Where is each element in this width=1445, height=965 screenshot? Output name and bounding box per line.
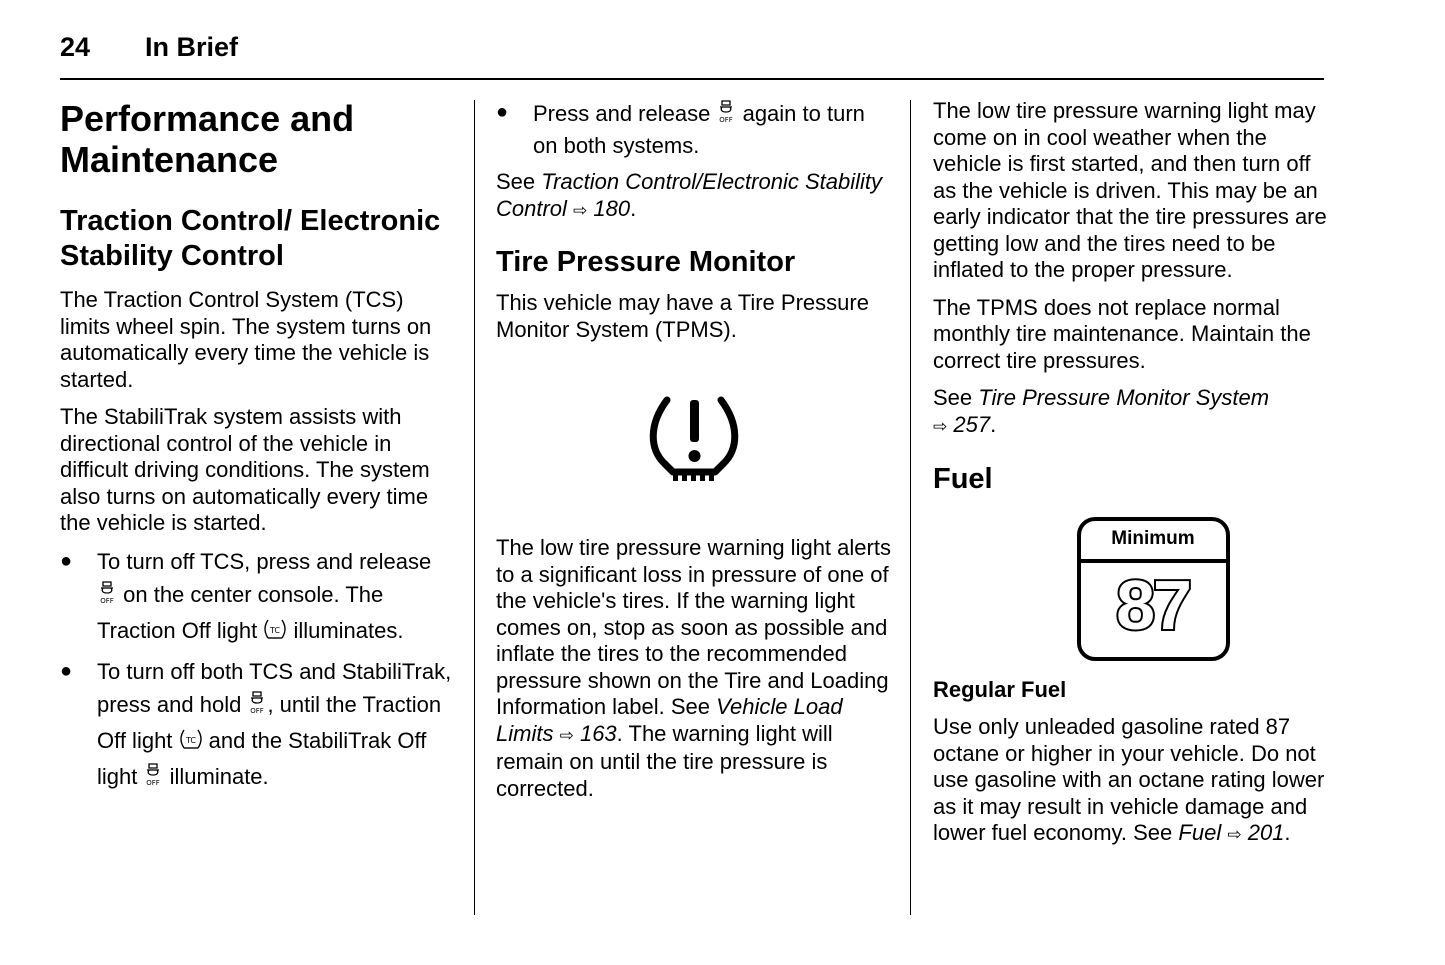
traction-off-icon (179, 727, 203, 760)
page-header (60, 32, 1324, 80)
heading-traction-control: Traction Control/ Electronic Stability Control (60, 205, 441, 272)
column-2 (496, 98, 891, 802)
bullet-text: and the StabiliTrak Off light (97, 727, 427, 789)
heading-fuel: Fuel (933, 463, 993, 495)
svg-text:OFF: OFF (250, 706, 265, 715)
bullet: ● (496, 101, 509, 123)
column-1 (60, 98, 455, 796)
bullet: ● (60, 549, 73, 572)
reference-page[interactable]: 180 (593, 195, 631, 221)
cool-weather-paragraph: The low tire pressure warning light may come on in cool weather when the vehicle is first started, and then turn off as the vehicle is driven. This may be an early indicator that the tire pressures are getting low and the tires need to be inflated to the proper pressure. (933, 98, 1327, 282)
fuel-paragraph: Use only unleaded gasoline rated 87 octane or higher in your vehicle. Do not use gasoline with an octane rating lower as it may result in vehicle damage and lower fuel economy. See Fuel ⇨ 201. (933, 714, 1325, 845)
see-reference: See Traction Control/Electronic Stability Control ⇨ 180. (496, 169, 883, 221)
page-reference-arrow-icon: ⇨ (933, 416, 948, 436)
tpms-warning-paragraph: The low tire pressure warning light alerts to a significant loss in pressure of one of the vehicle's tires. If the warning light comes on, stop as soon as possible and inflate the tires to the recommended pressure shown on the Tire and Loading Information label. See Vehicle Load Limits ⇨ 163. The warning light will remain on until the tire pressure is corrected. (496, 535, 891, 801)
page-reference-arrow-icon: ⇨ (559, 725, 574, 745)
reference-page[interactable]: 163 (579, 720, 617, 746)
bullet-text: again to turn on both systems. (533, 101, 865, 158)
fuel-figure (933, 517, 1333, 677)
column-3 (933, 98, 1333, 849)
section-title: In Brief (145, 32, 239, 62)
svg-text:TC: TC (270, 625, 281, 635)
svg-text:OFF: OFF (100, 596, 114, 605)
octane-number: 87 (1116, 569, 1190, 639)
page-reference-arrow-icon: ⇨ (1227, 825, 1242, 844)
reference-link[interactable]: Fuel (1178, 820, 1222, 845)
tpms-figure (496, 343, 891, 535)
column-divider (474, 100, 475, 915)
list-item (60, 655, 455, 796)
reference-link[interactable]: Tire Pressure Monitor System (978, 385, 1270, 410)
bullet-text: on the center console. The Traction Off light (97, 581, 384, 643)
esc-off-icon (716, 98, 736, 131)
fuel-label-minimum: Minimum (1111, 528, 1195, 549)
tpms-maintenance-paragraph: The TPMS does not replace normal monthly tire maintenance. Maintain the correct tire pressures. (933, 294, 1311, 373)
bullet-text: To turn off both TCS and StabiliTrak, press and hold (97, 658, 452, 717)
esc-off-icon (97, 579, 117, 614)
tcs-paragraph: The Traction Control System (TCS) limits wheel spin. The system turns on automatically every time the vehicle is started. (60, 287, 432, 392)
bullet-text: , until the Traction Off light (97, 691, 442, 753)
see-reference: See Tire Pressure Monitor System ⇨ 257. (933, 385, 1270, 437)
heading-performance-maintenance: Performance and Maintenance (60, 98, 355, 180)
reference-link[interactable]: Vehicle Load Limits (496, 694, 843, 746)
bullet-text: To turn off TCS, press and release (97, 548, 432, 574)
column-divider (910, 100, 911, 915)
tpms-warning-icon (649, 394, 739, 484)
regular-fuel-heading: Regular Fuel (933, 677, 1067, 702)
list-item (60, 545, 455, 650)
reference-page[interactable]: 257 (953, 411, 991, 437)
list-item (496, 98, 891, 160)
svg-text:OFF: OFF (146, 778, 161, 787)
page-number: 24 (60, 32, 91, 62)
bullet-text: illuminate. (169, 763, 269, 789)
svg-text:OFF: OFF (719, 116, 734, 124)
fuel-octane-label (1077, 517, 1230, 661)
esc-off-icon (143, 761, 163, 796)
fuel-label-divider (1081, 559, 1226, 563)
esc-off-icon (247, 689, 267, 724)
bullet-text: illuminates. (293, 617, 404, 643)
traction-off-icon (263, 617, 287, 650)
tpms-intro-paragraph: This vehicle may have a Tire Pressure Monitor System (TPMS). (496, 290, 869, 342)
stabilitrak-paragraph: The StabiliTrak system assists with directional control of the vehicle in difficult driving conditions. The system also turns on automatically every time the vehicle is started. (60, 404, 430, 535)
fuel-label-octane (1081, 569, 1226, 644)
reference-link[interactable]: Traction Control/Electronic Stability Control (496, 169, 883, 221)
svg-text:TC: TC (185, 735, 196, 745)
bullet-text: Press and release (533, 101, 711, 126)
heading-tire-pressure-monitor: Tire Pressure Monitor (496, 246, 796, 278)
reference-page[interactable]: 201 (1247, 820, 1285, 845)
bullet: ● (60, 659, 73, 682)
page-reference-arrow-icon: ⇨ (573, 200, 588, 220)
